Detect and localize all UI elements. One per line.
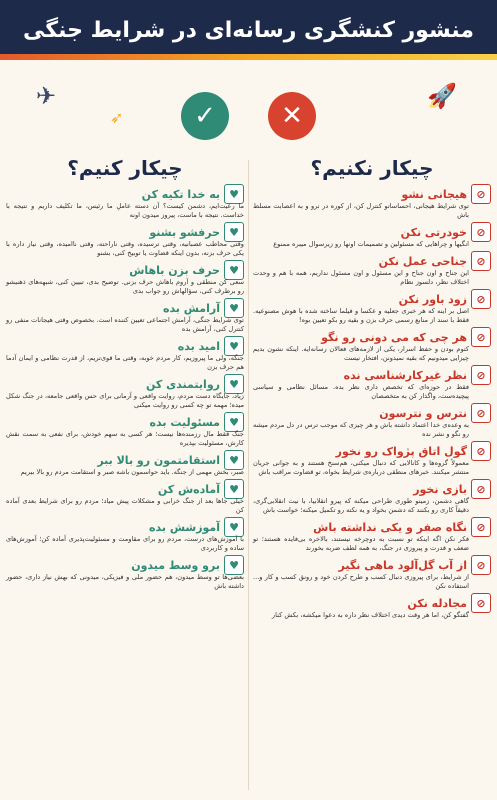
item-title-row (253, 291, 491, 307)
item-title-row (6, 557, 244, 573)
list-item (253, 519, 491, 553)
list-item (6, 300, 244, 334)
item-body: بعضی‌ها تو وسط میدون، هم حضور ملی و فیزیکی، میدونی که بهش نیاز داری، حضور داشته باش (6, 573, 244, 590)
topic-icon: ♥ (224, 412, 244, 432)
item-body: سعی کن منطقی و آروم باهاش حرف بزنی. توضیح بدی، تبیین کنی، شبهه‌های ذهنیشو رو برطرف کنی، سؤالهاش رو جواب بدی (6, 278, 244, 295)
item-title-row (253, 329, 491, 345)
topic-icon: ♥ (224, 222, 244, 242)
topic-icon: ♥ (224, 184, 244, 204)
topic-icon: ♥ (224, 555, 244, 575)
prohibited-icon: ⊘ (471, 289, 491, 309)
topic-icon: ♥ (224, 450, 244, 470)
item-title-row (253, 519, 491, 535)
item-title: از آب گل‌آلود ماهی نگیر (338, 558, 467, 572)
list-item (253, 224, 491, 249)
topic-icon: ♥ (224, 374, 244, 394)
item-body: صبر، بخش مهمی از جنگه. باید حواسمون باشه صبر و استقامت مردم رو بالا ببریم (20, 468, 244, 476)
item-title-row (253, 443, 491, 459)
item-body: معمولاً گروه‌ها و کانالایی که دنبال میکنی، هم‌سنخ هستند و به جوانی جریان منتشر میکنند. خبرهای منطقی درباره‌ی شرایط بخواه، تو قضاوت مراقب باش (253, 459, 469, 476)
list-item (253, 329, 491, 363)
prohibited-icon: ⊘ (471, 403, 491, 423)
dont-heading: چیکار نکنیم؟ (310, 156, 434, 180)
item-title: زود باور نکن (398, 292, 467, 306)
list-item (6, 414, 244, 448)
item-title: آموزشش بده (149, 520, 220, 534)
list-item (6, 224, 244, 258)
item-title-row (253, 595, 491, 611)
item-title-row (6, 224, 244, 240)
do-heading: چیکار کنیم؟ (67, 156, 183, 180)
prohibited-icon: ⊘ (471, 555, 491, 575)
item-body: فقط در حوزه‌ای که تخصص داری نظر بده. مسائل نظامی و سیاسی پیچیده‌ست، واگذار کن به متخصصان (253, 383, 469, 400)
item-title-row (253, 253, 491, 269)
item-body: فکر نکن اگه اینکه تو نسبت به دوچرخه نیستند، بالاخره بی‌فایده هستند؛ تو ضعف و قدرت و پیروزی در جنگ، به همه لطف ضربه بخورند (253, 535, 469, 552)
list-item (253, 405, 491, 439)
item-body: انگیها و چرا‌هایی که مسئولین و تصمیمات اونها رو زیرسوال میبره ممنوع (273, 240, 469, 248)
item-title: جناحی عمل نکن (378, 254, 467, 268)
item-title: هر چی که می دونی رو نگو (321, 330, 467, 344)
item-title: نگاه صفر و یکی نداشته باش (313, 520, 467, 534)
list-item (253, 253, 491, 287)
item-body: با آموزش‌های درست، مردم رو برای مقاومت و مسئولیت‌پذیری آماده کن؛ آموزش‌های ساده و کاربردی (6, 535, 244, 552)
item-title: روایتمندی کن (146, 377, 220, 391)
item-title: بازی نخور (413, 482, 467, 496)
list-item (253, 367, 491, 401)
list-item (6, 519, 244, 553)
item-title-row (6, 338, 244, 354)
item-body: کتوم بودن و حفظ اسرار، یکی از لازمه‌های فعالان رسانه‌ایه. اینکه نشون بدیم چیزایی میدونیم که بقیه نمیدونن، افتخار نیست (253, 345, 469, 362)
list-item (253, 481, 491, 515)
item-title: نظر غیرکارشناسی نده (343, 368, 467, 382)
item-body: جنگ فقط مال رزمنده‌ها نیست؛ هر کسی به سهم خودش، برای نفعی به سمت نقش کارش، مسئولیت بپذیره (6, 430, 244, 447)
prohibited-icon: ⊘ (471, 222, 491, 242)
item-body: وقتی محاطب عصبانیه، وقتی ترسیده، وقتی ناراحته، وقتی ناامیده، وقتی نیاز داره با یکی حرف بزنه، بدون اینکه قضاوت یا توبیخ کنی، بشنو (6, 240, 244, 257)
prohibited-icon: ⊘ (471, 365, 491, 385)
list-item (253, 595, 491, 620)
item-title-row (6, 300, 244, 316)
item-title: به خدا تکیه کن (141, 187, 220, 201)
topic-icon: ♥ (224, 260, 244, 280)
item-title-row (6, 519, 244, 535)
item-title-row (253, 367, 491, 383)
item-title-row (253, 557, 491, 573)
item-title-row (6, 414, 244, 430)
checkmark-icon: ✓ (181, 92, 229, 140)
item-title: آرامش بده (162, 301, 220, 315)
do-column (6, 150, 244, 595)
list-item (253, 443, 491, 477)
item-title: نترس و نترسون (379, 406, 467, 420)
topic-icon: ♥ (224, 479, 244, 499)
item-body: خیلی جاها بعد از جنگ خرابی و مشکلات پیش میاد؛ مردم رو برای شرایط بعدی آماده کن (6, 497, 244, 514)
list-item (6, 376, 244, 410)
prohibited-icon: ⊘ (471, 517, 491, 537)
missile-icon: 🚀 (427, 82, 457, 110)
list-item (6, 262, 244, 296)
item-title-row (253, 224, 491, 240)
list-item (6, 557, 244, 591)
item-title-row (6, 262, 244, 278)
item-title: هیجانی نشو (401, 187, 467, 201)
item-title-row (253, 481, 491, 497)
fighter-jet-icon: ✈ (36, 82, 57, 110)
item-body: زیاد، جایگاه دست مردم، روایت واقعی و آرمانی برای حس واقعی جامعه، در جنگ شکل میده؛ مهمه تو چه کسی رو روایت میکنی (6, 392, 244, 409)
item-body: از شرایط، برای پیروزی دنبال کسب و طرح کردن خود و رونق کسب و کار و... استفاده نکن (253, 573, 469, 590)
list-item (6, 338, 244, 372)
list-item (6, 186, 244, 220)
column-divider (248, 160, 249, 790)
prohibited-icon: ⊘ (471, 441, 491, 461)
item-body: این جناح و اون جناح و این مسئول و اون مسئول نداریم، همه با هم و وحدت اختلاف نظر، دلسوز نظام (253, 269, 469, 286)
list-item (6, 481, 244, 515)
page-title: منشور کنشگری رسانه‌ای در شرایط جنگی (23, 17, 474, 43)
list-item (253, 291, 491, 325)
item-title: گول اتاق پژواک رو نخور (335, 444, 467, 458)
title-banner (0, 0, 497, 60)
topic-icon: ♥ (224, 298, 244, 318)
list-item (253, 186, 491, 220)
item-body: به وعده‌ی خدا اعتماد داشته باش و هر چیزی که موجب ترس در دل مردم میشه رو نگو و نشر نده (253, 421, 469, 438)
cross-icon: ✕ (268, 92, 316, 140)
item-title-row (6, 452, 244, 468)
dont-column (253, 150, 491, 624)
item-title: حرفشو بشنو (149, 225, 220, 239)
prohibited-icon: ⊘ (471, 593, 491, 613)
item-body: گفتگو کن، اما هر وقت دیدی اختلاف نظر داره به دعوا میکشه، بکش کنار (271, 611, 469, 619)
list-item (253, 557, 491, 591)
item-title-row (253, 186, 491, 202)
missile-icon: ➶ (110, 108, 124, 127)
item-title-row (6, 186, 244, 202)
item-title: حرف بزن باهاش (129, 263, 220, 277)
list-item (6, 452, 244, 477)
item-title-row (253, 405, 491, 421)
item-body: جنگه، ولی ما پیروزیم، کار مردم خوبه، وقتی ما قوی‌تریم، از قدرت نظامی و ایمان آدما هم حرف بزن (6, 354, 244, 371)
prohibited-icon: ⊘ (471, 251, 491, 271)
item-title: آماده‌ش کن (157, 482, 220, 496)
item-body: توی شرایط جنگی، آرامش اجتماعی تعیین کننده است. بخصوص وقتی هیجانات منفی رو کنترل کنی، آرامش بده (6, 316, 244, 333)
item-title: برو وسط میدون (131, 558, 220, 572)
item-title: مجادله نکن (407, 596, 467, 610)
item-title: امید بده (177, 339, 220, 353)
item-body: گاهی دشمن، زمینو طوری طراحی میکنه که پیرو انقلابیا، با نیت انقلابی‌گری، دقیقاً کاری رو بکنند که دشمن بخواد و یه نکته رو تکمیل میکنه؛ خواست باش (253, 497, 469, 514)
item-title-row (6, 481, 244, 497)
item-body: ما رعیت‌ایم، دشمن کیست؟ آن دسته عاملِ ما رئیس، ما تکلیف داریم و نتیجه با خداست. نتیجه با ماست، پیروز میدون اونه (6, 202, 244, 219)
prohibited-icon: ⊘ (471, 184, 491, 204)
item-title: استقامتمون رو بالا ببر (97, 453, 220, 467)
item-body: توی شرایط هیجانی، احساساتو کنترل کن، از کوره در نرو و به اعصابت مسلط باش (253, 202, 469, 219)
prohibited-icon: ⊘ (471, 327, 491, 347)
item-title-row (6, 376, 244, 392)
item-title: مسئولیت بده (149, 415, 220, 429)
item-body: اصل بر اینه که هر خبری جعلیه و عکسا و فیلما ساخته شده با هوش مصنوعیه. فقط با سند از منابع رسمی حرف بزن و بقیه رو بکو تعیین بوه! (253, 307, 469, 324)
topic-icon: ♥ (224, 517, 244, 537)
prohibited-icon: ⊘ (471, 479, 491, 499)
topic-icon: ♥ (224, 336, 244, 356)
item-title: خودرتی نکن (400, 225, 467, 239)
